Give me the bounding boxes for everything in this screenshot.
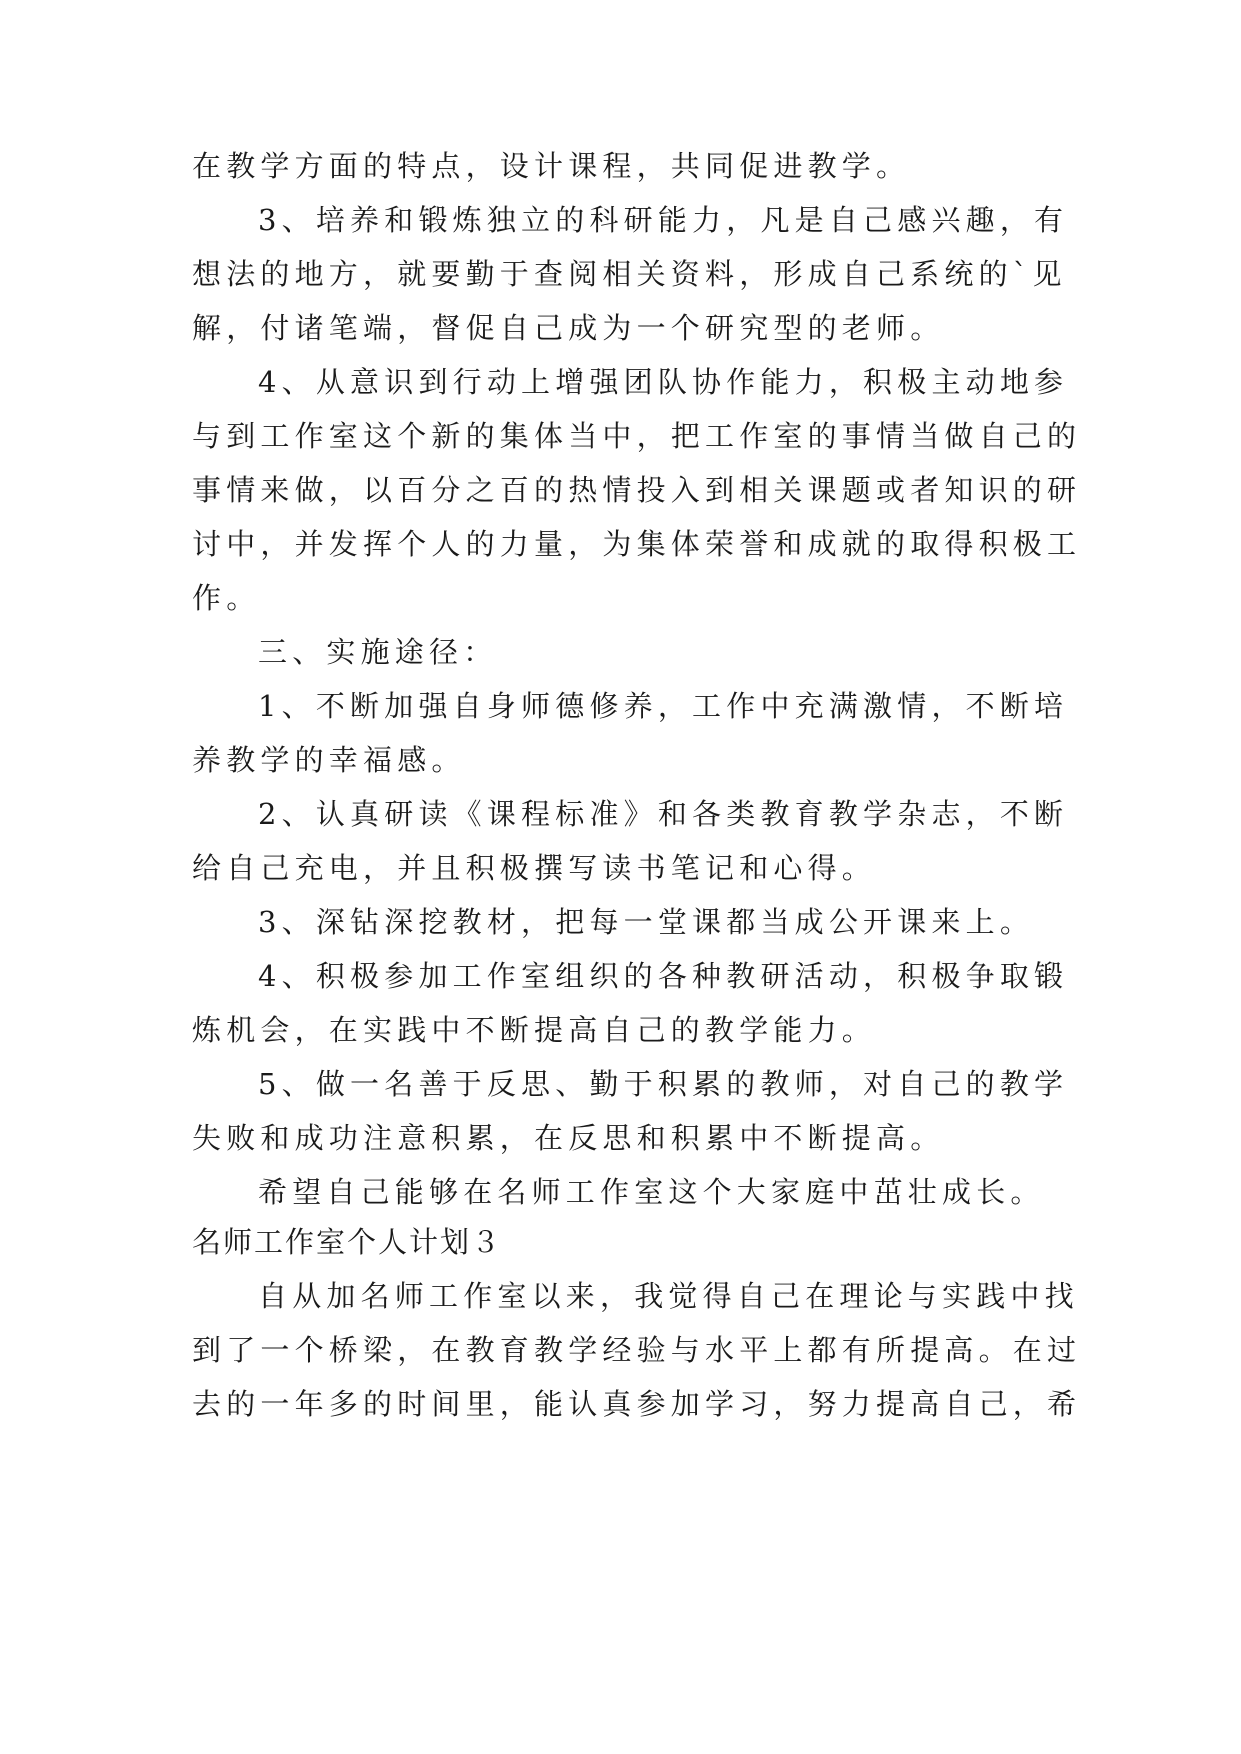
text-line: 事情来做，以百分之百的热情投入到相关课题或者知识的研 <box>192 473 1082 507</box>
text-line: 讨中，并发挥个人的力量，为集体荣誉和成就的取得积极工 <box>192 527 1082 561</box>
section-heading: 三、实施途径： <box>258 635 498 669</box>
paragraph-line: 自从加名师工作室以来，我觉得自己在理论与实践中找 <box>258 1279 1079 1313</box>
text-line: 与到工作室这个新的集体当中，把工作室的事情当做自己的 <box>192 419 1082 453</box>
paragraph-line: 4、积极参加工作室组织的各种教研活动，积极争取锻 <box>258 959 1069 993</box>
text-line: 失败和成功注意积累，在反思和积累中不断提高。 <box>192 1121 945 1155</box>
paragraph-line: 5、做一名善于反思、勤于积累的教师，对自己的教学 <box>258 1067 1069 1101</box>
paragraph-line: 3、深钻深挖教材，把每一堂课都当成公开课来上。 <box>258 905 1035 939</box>
paragraph-line: 希望自己能够在名师工作室这个大家庭中茁壮成长。 <box>258 1175 1045 1209</box>
plan-title: 名师工作室个人计划３ <box>192 1225 503 1259</box>
text-line: 到了一个桥梁，在教育教学经验与水平上都有所提高。在过 <box>192 1333 1082 1367</box>
paragraph-line: 4、从意识到行动上增强团队协作能力，积极主动地参 <box>258 365 1069 399</box>
text-line: 解，付诸笔端，督促自己成为一个研究型的老师。 <box>192 311 945 345</box>
text-line: 炼机会，在实践中不断提高自己的教学能力。 <box>192 1013 877 1047</box>
text-line: 养教学的幸福感。 <box>192 743 466 777</box>
text-line: 给自己充电，并且积极撰写读书笔记和心得。 <box>192 851 877 885</box>
text-line: 在教学方面的特点，设计课程，共同促进教学。 <box>192 149 911 183</box>
paragraph-line: 2、认真研读《课程标准》和各类教育教学杂志，不断 <box>258 797 1069 831</box>
text-line: 作。 <box>192 581 261 615</box>
paragraph-line: 1、不断加强自身师德修养，工作中充满激情，不断培 <box>258 689 1069 723</box>
paragraph-line: 3、培养和锻炼独立的科研能力，凡是自己感兴趣，有 <box>258 203 1069 237</box>
text-line: 去的一年多的时间里，能认真参加学习，努力提高自己，希 <box>192 1387 1082 1421</box>
text-line: 想法的地方，就要勤于查阅相关资料，形成自己系统的`见 <box>192 257 1067 291</box>
